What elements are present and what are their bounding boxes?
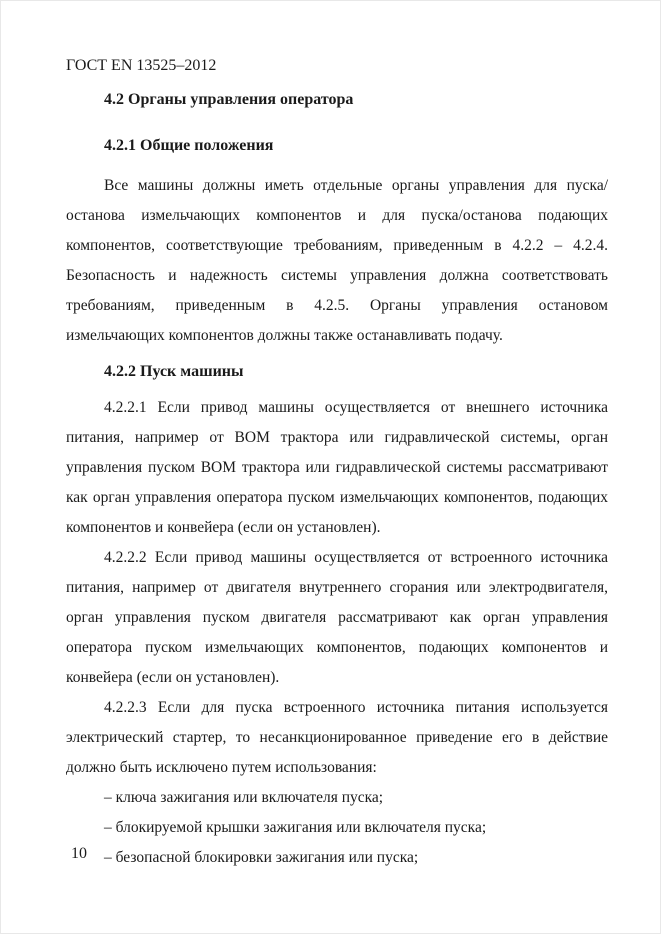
document-header: ГОСТ EN 13525–2012 — [66, 57, 217, 74]
heading-4-2-1: 4.2.1 Общие положения — [104, 137, 274, 154]
heading-4-2: 4.2 Органы управления оператора — [104, 91, 354, 108]
list-item-safety-interlock: – безопасной блокировки зажигания или пуска; — [104, 849, 419, 866]
list-item-ignition-key: – ключа зажигания или включателя пуска; — [104, 789, 384, 806]
page-number: 10 — [71, 845, 87, 862]
paragraph-general: Все машины должны иметь отдельные органы управления для пуска/останова измельчающих компонентов и для пуска/останова подающих компонентов, соответствующие требованиям, приведенным в 4.2.2 – 4.2.4. Безопасность и надежность системы управления должна соответствовать требованиям, приведенным в 4.2.5. Органы управления остановом измельчающих компонентов должны также останавливать подачу. — [66, 177, 608, 344]
paragraph-4-2-2-3: 4.2.2.3 Если для пуска встроенного источника питания используется электрический стартер, то несанкционированное приведение его в действие должно быть исключено путем использования: — [66, 699, 608, 776]
paragraph-4-2-2-1: 4.2.2.1 Если привод машины осуществляется от внешнего источника питания, например от ВОМ трактора или гидравлической системы, орган управления пуском ВОМ трактора или гидравлической системы рассматривают как орган управления оператора пуском измельчающих компонентов, подающих компонентов и конвейера (если он установлен). — [66, 399, 608, 536]
paragraph-4-2-2-2: 4.2.2.2 Если привод машины осуществляется от встроенного источника питания, например от двигателя внутреннего сгорания или электродвигателя, орган управления пуском двигателя рассматривают как орган управления оператора пуском измельчающих компонентов, подающих компонентов и конвейера (если он установлен). — [66, 549, 608, 686]
heading-4-2-2: 4.2.2 Пуск машины — [104, 363, 244, 380]
list-item-lockable-cover: – блокируемой крышки зажигания или включателя пуска; — [104, 819, 487, 836]
